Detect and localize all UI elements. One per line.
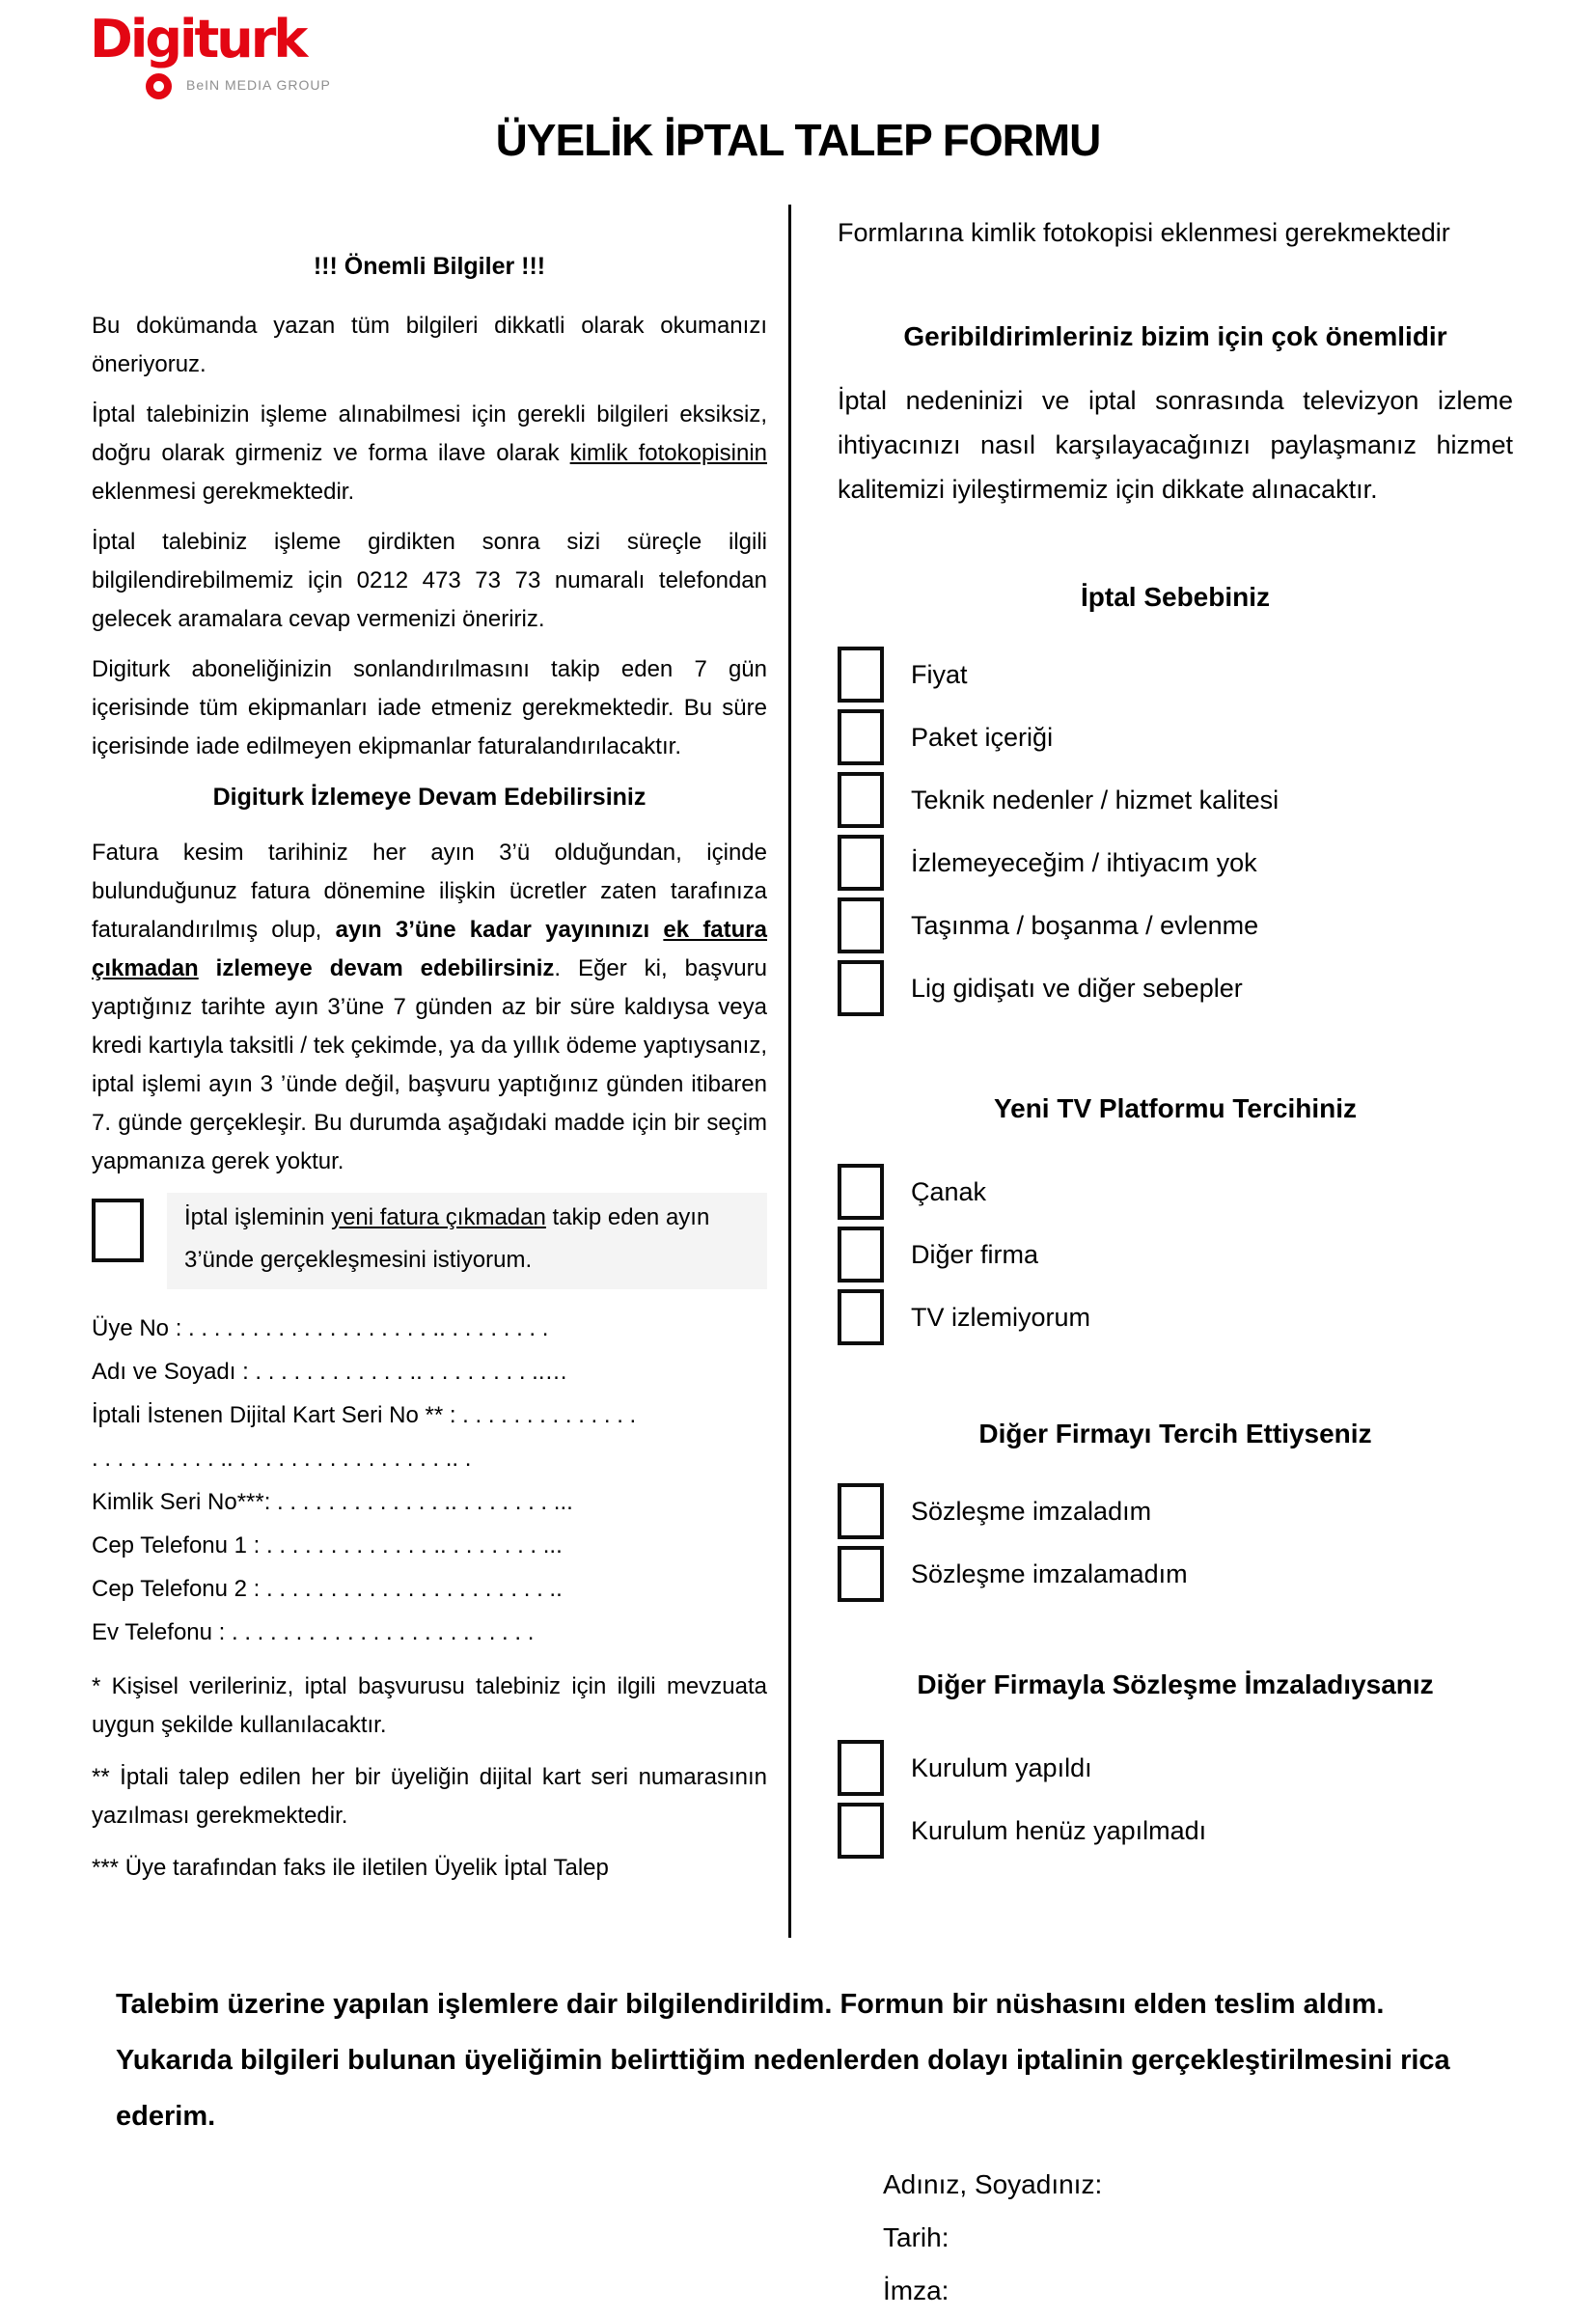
footnotes (92, 1668, 767, 1888)
option-sozlesme-imzalamadim (838, 1542, 1513, 1605)
checkbox-fiyat[interactable] (838, 647, 884, 703)
option-izlemeyecegim (838, 831, 1513, 894)
footnote-card-serial: ** İptali talep edilen her bir üyeliğin dijital kart seri numarasının yazılması gerekmektedir. (92, 1764, 767, 1829)
checkbox-kurulum-yapildi[interactable] (838, 1740, 884, 1796)
field-kimlik-seri-no[interactable]: Kimlik Seri No***: . . . . . . . . . . . . . .. . . . . . . . ... (92, 1489, 573, 1515)
billing-cycle-b2: izlemeye devam edebilirsiniz (198, 955, 555, 981)
date-label[interactable]: Tarih: (883, 2222, 949, 2252)
column-divider (788, 205, 791, 1938)
paragraph-required-info-post: eklenmesi gerekmektedir. (92, 479, 355, 505)
logo-ring-icon (146, 73, 172, 99)
billing-cycle-s2: . Eğer ki, başvuru yaptığınız tarihte ayın 3’üne 7 günden az bir süre kaldıysa veya kredi kartıyla taksitli / tek çekimde, ya da yıllık ödeme yaptıysanız, iptal işlemi ayın 3 ’ünde değil, başvuru yaptığınız günden itibaren 7. günde gerçekleşir. Bu durumda aşağıdaki madde için bir seçim yapmanıza gerek yoktur. (92, 955, 767, 1174)
paragraph-required-info-underlined: kimlik fotokopisinin (569, 440, 767, 466)
page-title: ÜYELİK İPTAL TALEP FORMU (495, 115, 1101, 165)
left-column (92, 247, 767, 1942)
signature-block (883, 2158, 1486, 2317)
option-label-paket-icerigi: Paket içeriği (911, 722, 1054, 752)
checkbox-kurulum-henuz-yapilmadi[interactable] (838, 1803, 884, 1859)
option-label-canak: Çanak (911, 1176, 987, 1206)
digiturk-logo (90, 9, 408, 110)
important-info-heading: !!! Önemli Bilgiler !!! (313, 253, 546, 280)
option-label-lig-gidisati: Lig gidişatı ve diğer sebepler (911, 973, 1243, 1003)
option-label-izlemeyecegim: İzlemeyeceğim / ihtiyacım yok (911, 847, 1257, 877)
option-label-kurulum-henuz-yapilmadi: Kurulum henüz yapılmadı (911, 1815, 1207, 1845)
continue-watching-heading: Digiturk İzlemeye Devam Edebilirsiniz (212, 784, 647, 811)
checkbox-canak[interactable] (838, 1164, 884, 1220)
feedback-heading: Geribildirimleriniz bizim için çok önemlidir (903, 321, 1447, 351)
fax-note-continuation: Formlarına kimlik fotokopisi eklenmesi gerekmektedir (838, 218, 1450, 247)
option-label-sozlesme-imzalamadim: Sözleşme imzalamadım (911, 1558, 1188, 1588)
billing-preference-label (167, 1193, 767, 1289)
footnote-fax: *** Üye tarafından faks ile iletilen Üyelik İptal Talep (92, 1855, 609, 1881)
option-lig-gidisati (838, 956, 1513, 1019)
field-cep-telefonu-1[interactable]: Cep Telefonu 1 : . . . . . . . . . . . . . .. . . . . . . . ... (92, 1532, 563, 1558)
new-platform-heading: Yeni TV Platformu Tercihiniz (994, 1093, 1357, 1123)
other-company-heading: Diğer Firmayı Tercih Ettiyseniz (978, 1419, 1372, 1448)
paragraph-equipment-return: Digiturk aboneliğinizin sonlandırılmasını takip eden 7 gün içerisinde tüm ekipmanları iade etmeniz gerekmektedir. Bu süre içerisinde iade edilmeyen ekipmanlar faturalandırılacaktır. (92, 656, 767, 759)
option-label-tv-izlemiyorum: TV izlemiyorum (911, 1302, 1091, 1332)
billing-preference-underlined: yeni fatura çıkmadan (331, 1204, 546, 1230)
field-dijital-kart-seri-no[interactable]: İptali İstenen Dijital Kart Seri No ** : . . . . . . . . . . . . . . (92, 1402, 637, 1428)
checkbox-diger-firma[interactable] (838, 1227, 884, 1283)
checkbox-paket-icerigi[interactable] (838, 709, 884, 765)
billing-preference-post: takip eden ayın 3’ünde gerçekleşmesini istiyorum. (184, 1204, 710, 1273)
field-uye-no[interactable]: Üye No : . . . . . . . . . . . . . . . . . . . .. . . . . . . . . (92, 1315, 549, 1341)
paragraph-callback: İptal talebiniz işleme girdikten sonra sizi süreçle ilgili bilgilendirebilmemiz için 0212 473 73 73 numaralı telefondan gelecek aramalara cevap vermenizi öneririz. (92, 529, 767, 632)
option-label-sozlesme-imzaladim: Sözleşme imzaladım (911, 1496, 1152, 1526)
billing-preference-pre: İptal işleminin (184, 1204, 332, 1230)
checkbox-izlemeyecegim[interactable] (838, 835, 884, 891)
field-adi-soyadi[interactable]: Adı ve Soyadı : . . . . . . . . . . . . .. . . . . . . . . ..… (92, 1359, 568, 1385)
feedback-paragraph: İptal nedeninizi ve iptal sonrasında televizyon izleme ihtiyacınızı nasıl karşılayacağınızı paylaşmanız hizmet kalitemizi iyileştirmemiz için dikkate alınacaktır. (838, 386, 1513, 504)
checkbox-sozlesme-imzaladim[interactable] (838, 1483, 884, 1539)
paragraph-required-info-pre: İptal talebinizin işleme alınabilmesi için gerekli bilgileri eksiksiz, doğru olarak girmeniz ve forma ilave olarak (92, 401, 767, 466)
billing-preference-option (92, 1193, 767, 1289)
billing-cycle-bold-underlined: ek fatura çıkmadan (92, 917, 767, 981)
checkbox-tv-izlemiyorum[interactable] (838, 1289, 884, 1345)
option-sozlesme-imzaladim (838, 1479, 1513, 1542)
paragraph-billing-cycle (92, 834, 767, 1181)
checkbox-billing-preference[interactable] (92, 1199, 144, 1262)
billing-cycle-b1: ayın 3’üne kadar yayınınızı (335, 917, 664, 943)
checkbox-teknik-nedenler[interactable] (838, 772, 884, 828)
right-column (838, 210, 1513, 1862)
acknowledgement-line-1: Talebim üzerine yapılan işlemlere dair bilgilendirildim. Formun bir nüshasını elden teslim aldım. (116, 1989, 1385, 2020)
paragraph-read-carefully: Bu dokümanda yazan tüm bilgileri dikkatli olarak okumanızı öneriyoruz. (92, 313, 767, 377)
option-teknik-nedenler (838, 768, 1513, 831)
option-label-teknik-nedenler: Teknik nedenler / hizmet kalitesi (911, 785, 1280, 814)
option-paket-icerigi (838, 705, 1513, 768)
field-cep-telefonu-2[interactable]: Cep Telefonu 2 : . . . . . . . . . . . . . . . . . . . . . . .. (92, 1576, 563, 1602)
option-label-kurulum-yapildi: Kurulum yapıldı (911, 1752, 1092, 1782)
option-label-diger-firma: Diğer firma (911, 1239, 1039, 1269)
logo-brand-text: Digiturk (90, 9, 306, 69)
option-canak (838, 1160, 1513, 1223)
footer (116, 1976, 1486, 2317)
footnote-personal-data: * Kişisel verileriniz, iptal başvurusu talebiniz için ilgili mevzuata uygun şekilde kullanılacaktır. (92, 1673, 767, 1738)
checkbox-sozlesme-imzalamadim[interactable] (838, 1546, 884, 1602)
billing-cycle-s1: Fatura kesim tarihiniz her ayın 3’ü olduğundan, içinde bulunduğunuz fatura dönemine ilişkin ücretler zaten tarafınıza faturalandırılmış olup, (92, 840, 767, 943)
signature-label[interactable]: İmza: (883, 2276, 949, 2305)
option-label-fiyat: Fiyat (911, 659, 968, 689)
contract-signed-heading: Diğer Firmayla Sözleşme İmzaladıysanız (917, 1669, 1434, 1699)
logo-subtitle: BeIN MEDIA GROUP (186, 77, 331, 93)
field-dijital-kart-seri-no-devam[interactable]: . . . . . . . . . . .. . . . . . . . . . . . . . . . . .. . (92, 1446, 472, 1472)
option-kurulum-yapildi (838, 1736, 1513, 1799)
option-diger-firma (838, 1223, 1513, 1285)
acknowledgement-line-2: Yukarıda bilgileri bulunan üyeliğimin belirttiğim nedenlerden dolayı iptalinin gerçekleştirilmesini rica ederim. (116, 2045, 1450, 2132)
option-tv-izlemiyorum (838, 1285, 1513, 1348)
option-tasinma (838, 894, 1513, 956)
checkbox-tasinma[interactable] (838, 897, 884, 953)
option-label-tasinma: Taşınma / boşanma / evlenme (911, 910, 1259, 940)
name-label[interactable]: Adınız, Soyadınız: (883, 2169, 1103, 2199)
paragraph-required-info (92, 396, 767, 511)
cancel-reason-heading: İptal Sebebiniz (1080, 582, 1271, 612)
member-info-fields (92, 1307, 767, 1654)
option-kurulum-henuz-yapilmadi (838, 1799, 1513, 1862)
checkbox-lig-gidisati[interactable] (838, 960, 884, 1016)
option-fiyat (838, 643, 1513, 705)
field-ev-telefonu[interactable]: Ev Telefonu : . . . . . . . . . . . . . . . . . . . . . . . . (92, 1619, 535, 1645)
